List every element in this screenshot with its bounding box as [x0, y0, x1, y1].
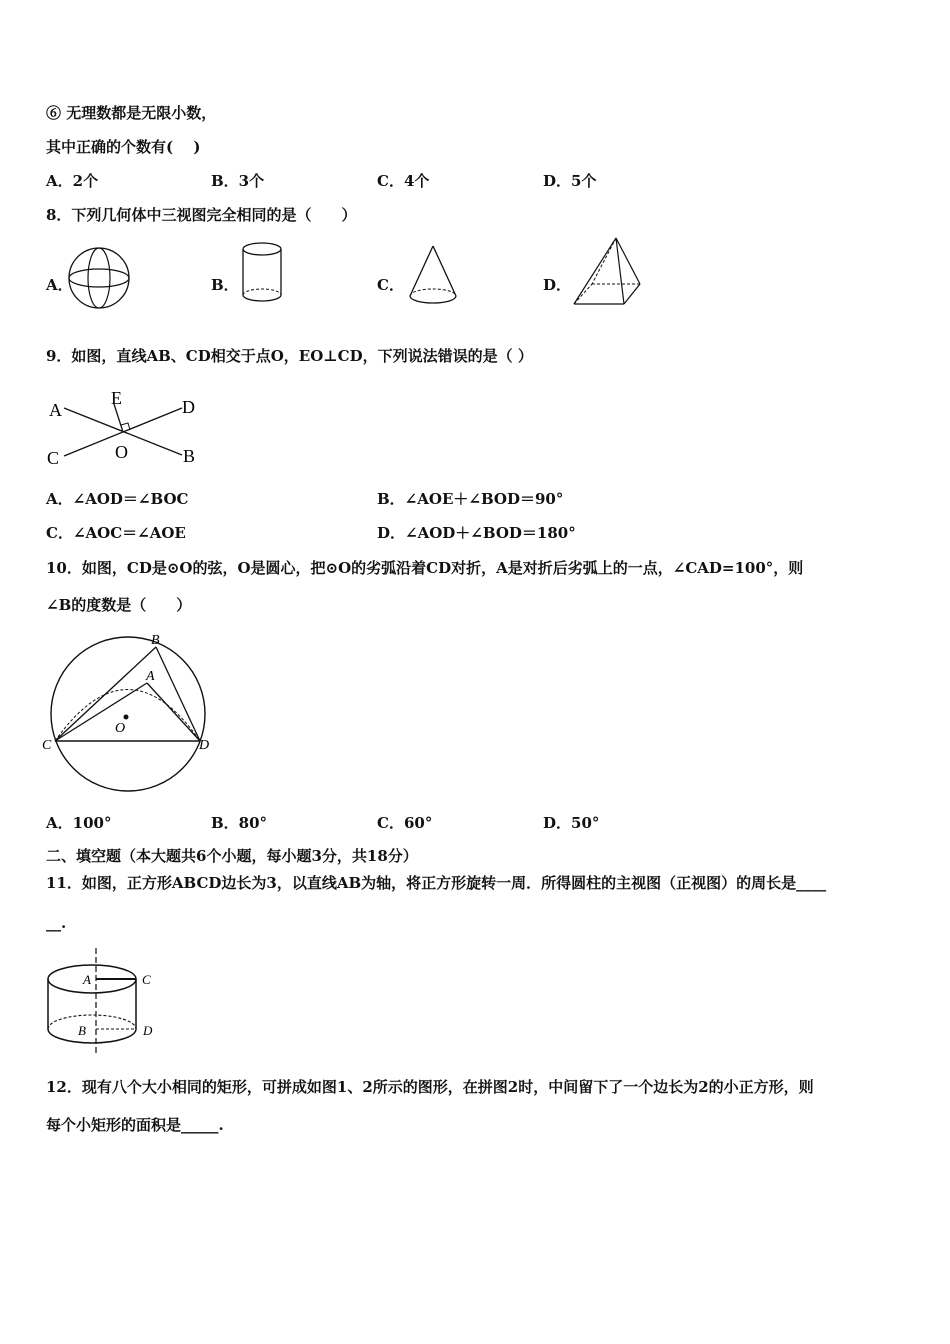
q9-label-c: C	[47, 448, 60, 468]
q9-label-a: A	[49, 400, 62, 420]
q8-option-d: D．	[543, 276, 572, 294]
q10-label-c: C	[42, 738, 52, 753]
q12-stem-line1: 12．现有八个大小相同的矩形，可拼成如图1、2所示的图形，在拼图2时，中间留下了一个边长为2的小正方形，则	[46, 1078, 814, 1096]
cone-figure	[404, 242, 462, 308]
q9-label-b: B	[183, 446, 196, 466]
q10-stem-line1: 10．如图，CD是⊙O的弦，O是圆心，把⊙O的劣弧沿着CD对折，A是对折后劣弧上的一点，∠CAD=100°，则	[46, 559, 804, 577]
q7-prompt: 其中正确的个数有( )	[46, 138, 201, 156]
q8-stem: 8．下列几何体中三视图完全相同的是（ ）	[46, 206, 357, 224]
section2-heading: 二、填空题（本大题共6个小题，每小题3分，共18分）	[46, 847, 418, 865]
q10-label-d: D	[199, 738, 210, 753]
q10-label-a: A	[146, 669, 155, 684]
q10-option-d: D．50°	[543, 814, 600, 832]
q9-option-d: D．∠AOD＋∠BOD＝180°	[377, 524, 576, 542]
q11-label-a: A	[83, 972, 91, 987]
q9-option-a: A．∠AOD＝∠BOC	[46, 490, 189, 508]
q7-item6: ⑥ 无理数都是无限小数，	[46, 104, 217, 122]
q11-label-c: C	[142, 972, 151, 987]
q10-option-c: C．60°	[377, 814, 433, 832]
cylinder-rotation-figure	[44, 946, 160, 1058]
q9-label-o: O	[115, 442, 128, 462]
q10-label-b: B	[151, 633, 160, 648]
q10-option-b: B．80°	[211, 814, 268, 832]
q10-option-a: A．100°	[46, 814, 112, 832]
sphere-figure	[66, 244, 134, 312]
q10-label-o: O	[115, 721, 126, 736]
q9-option-c: C．∠AOC＝∠AOE	[46, 524, 186, 542]
q7-option-a: A．2个	[46, 172, 99, 190]
q11-stem-line1: 11．如图，正方形ABCD边长为3，以直线AB为轴，将正方形旋转一周．所得圆柱的主视图（正视图）的周长是____	[46, 874, 827, 892]
intersecting-lines-figure	[42, 384, 214, 470]
q8-option-c: C．	[377, 276, 404, 294]
q7-option-d: D．5个	[543, 172, 597, 190]
q7-option-b: B．3个	[211, 172, 265, 190]
q8-option-b: B．	[211, 276, 239, 294]
q9-option-b: B．∠AOE＋∠BOD＝90°	[377, 490, 564, 508]
cylinder-figure	[238, 240, 288, 306]
q11-label-b: B	[78, 1023, 86, 1038]
q12-stem-line2: 每个小矩形的面积是_____.	[46, 1116, 224, 1134]
q11-label-d: D	[143, 1023, 153, 1038]
q11-stem-line2: __.	[46, 914, 67, 932]
q9-label-e: E	[111, 388, 122, 408]
q7-option-c: C．4个	[377, 172, 430, 190]
q8-option-a: A．	[46, 276, 73, 294]
pyramid-figure	[568, 234, 646, 310]
q9-label-d: D	[182, 397, 195, 417]
q9-stem: 9．如图，直线AB、CD相交于点O，EO⊥CD，下列说法错误的是（ ）	[46, 347, 533, 365]
q10-stem-line2: ∠B的度数是（ ）	[46, 596, 192, 614]
circle-chord-figure	[40, 628, 220, 798]
